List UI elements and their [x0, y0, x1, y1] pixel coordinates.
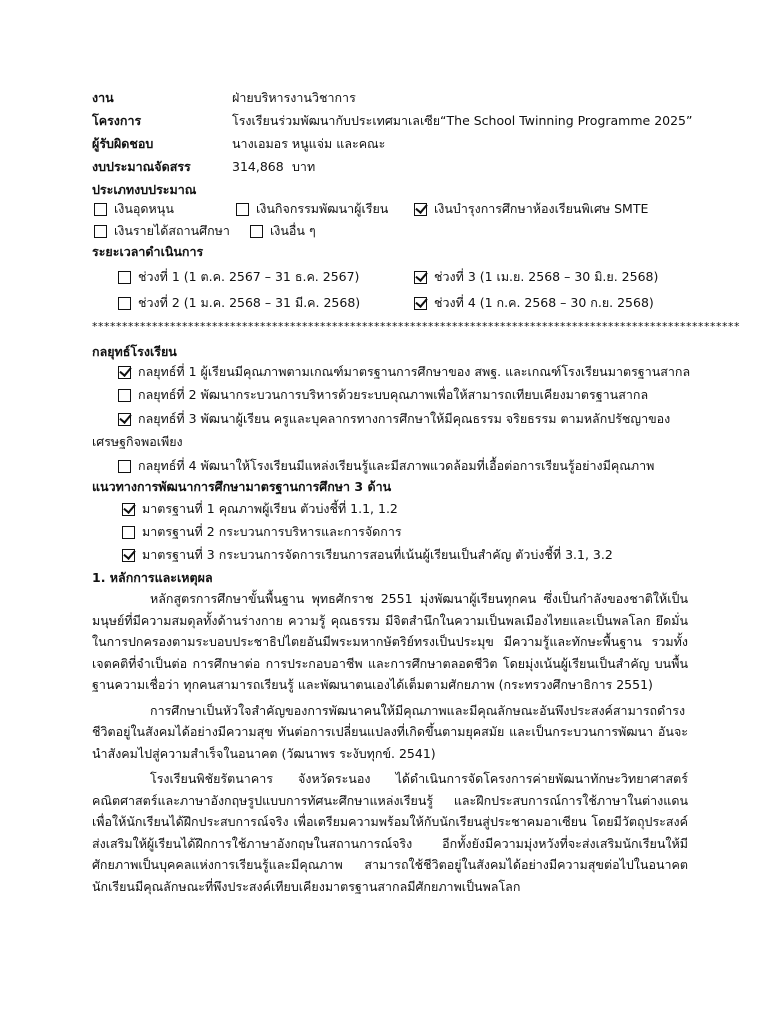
period-4-checkbox[interactable]: [414, 297, 427, 310]
project-label: โครงการ: [92, 113, 142, 128]
strategy-3-continuation: เศรษฐกิจพอเพียง: [92, 434, 183, 449]
rationale-heading: 1. หลักการและเหตุผล: [92, 570, 213, 585]
budget-income-checkbox[interactable]: [94, 225, 107, 238]
period-heading: ระยะเวลาดำเนินการ: [92, 244, 204, 259]
period-2-label: ช่วงที่ 2 (1 ม.ค. 2568 – 31 มี.ค. 2568): [138, 295, 361, 310]
responsible-label: ผู้รับผิดชอบ: [92, 136, 154, 151]
work-label: งาน: [92, 90, 114, 105]
project-value: โรงเรียนร่วมพัฒนากับประเทศมาเลเซีย“The School Twinning Programme 2025”: [232, 113, 693, 128]
standards-heading: แนวทางการพัฒนาการศึกษามาตรฐานการศึกษา 3 ด้าน: [92, 479, 392, 494]
standard-1-label: มาตรฐานที่ 1 คุณภาพผู้เรียน ตัวบ่งชี้ที่ 1.1, 1.2: [142, 501, 398, 516]
strategy-1-label: กลยุทธ์ที่ 1 ผู้เรียนมีคุณภาพตามเกณฑ์มาตรฐานการศึกษาของ สพฐ. และเกณฑ์โรงเรียนมาตรฐานสากล: [138, 364, 691, 379]
budget-other-label: เงินอื่น ๆ: [270, 223, 316, 238]
strategy-4-label: กลยุทธ์ที่ 4 พัฒนาให้โรงเรียนมีแหล่งเรียนรู้และมีสภาพแวดล้อมที่เอื้อต่อการเรียนรู้อย่างมีคุณภาพ: [138, 458, 655, 473]
strategy-3-checkbox[interactable]: [118, 413, 131, 426]
work-value: ฝ่ายบริหารงานวิชาการ: [232, 90, 356, 105]
budget-activity-checkbox[interactable]: [236, 203, 249, 216]
budget-activity-label: เงินกิจกรรมพัฒนาผู้เรียน: [256, 201, 389, 216]
budget-subsidy-label: เงินอุดหนุน: [114, 201, 174, 216]
period-3-label: ช่วงที่ 3 (1 เม.ย. 2568 – 30 มิ.ย. 2568): [434, 269, 659, 284]
rationale-paragraph-3: โรงเรียนพิชัยรัตนาคาร จังหวัดระนอง ได้ดำเนินการจัดโครงการค่ายพัฒนาทักษะวิทยาศาสตร์ คณิตศาสตร์และภาษาอังกฤษรูปแบบการทัศนะศึกษาแหล่งเรียนรู้ และฝึกประสบการณ์การใช้ภาษาในต่างแดน เพื่อให้นักเรียนได้ฝึกประสบการณ์จริง เพื่อเตรียมความพร้อมให้กับนักเรียนสู่ประชาคมอาเซียน โดยมีวัตถุประสงค์ ส่งเสริมให้ผู้เรียนได้ฝึกการใช้ภาษาอังกฤษในสถานการณ์จริง อีกทั้งยังมีความมุ่งหวังที่จะส่งเสริมนักเรียนให้มีศักยภาพเป็นบุคคลแห่งการเรียนรู้และมีคุณภาพ สามารถใช้ชีวิตอยู่ในสังคมได้อย่างมีความสุขต่อไปในอนาคต นักเรียนมีคุณลักษณะที่พึงประสงค์เทียบเคียงมาตรฐานสากลมีศักยภาพเป็นพลโลก: [92, 771, 688, 894]
budget-subsidy-checkbox[interactable]: [94, 203, 107, 216]
budget-type-heading: ประเภทงบประมาณ: [92, 182, 197, 197]
budget-smte-label: เงินบำรุงการศึกษาห้องเรียนพิเศษ SMTE: [434, 201, 649, 216]
standard-3-label: มาตรฐานที่ 3 กระบวนการจัดการเรียนการสอนที่เน้นผู้เรียนเป็นสำคัญ ตัวบ่งชี้ที่ 3.1, 3.2: [142, 547, 613, 562]
standard-3-checkbox[interactable]: [122, 549, 135, 562]
rationale-paragraph-1: หลักสูตรการศึกษาขั้นพื้นฐาน พุทธศักราช 2551 มุ่งพัฒนาผู้เรียนทุกคน ซึ่งเป็นกำลังของชาติให้เป็นมนุษย์ที่มีความสมดุลทั้งด้านร่างกาย ความรู้ คุณธรรม มีจิตสำนึกในความเป็นพลเมืองไทยและเป็นพลโลก ยึดมั่นในการปกครองตามระบอบประชาธิปไตยอันมีพระมหากษัตริย์ทรงเป็นประมุข มีความรู้และทักษะพื้นฐาน รวมทั้ง เจตคติที่จำเป็นต่อ การศึกษาต่อ การประกอบอาชีพ และการศึกษาตลอดชีวิต โดยมุ่งเน้นผู้เรียนเป็นสำคัญ บนพื้นฐานความเชื่อว่า ทุกคนสามารถเรียนรู้ และพัฒนาตนเองได้เต็มตามศักยภาพ (กระทรวงศึกษาธิการ 2551): [92, 591, 688, 692]
strategy-2-checkbox[interactable]: [118, 389, 131, 402]
strategy-3-label: กลยุทธ์ที่ 3 พัฒนาผู้เรียน ครูและบุคลากรทางการศึกษาให้มีคุณธรรม จริยธรรม ตามหลักปรัชญาของ: [138, 411, 671, 426]
budget-unit: บาท: [292, 159, 316, 174]
rationale-paragraph-2: การศึกษาเป็นหัวใจสำคัญของการพัฒนาคนให้มีคุณภาพและมีคุณลักษณะอันพึงประสงค์สามารถดำรงชีวิตอยู่ในสังคมได้อย่างมีความสุข ทันต่อการเปลี่ยนแปลงที่เกิดขึ้นตามยุคสมัย และเป็นกระบวนการพัฒนา อันจะนำสังคมไปสู่ความสำเร็จในอนาคต (วัฒนาพร ระงับทุกข์. 2541): [92, 702, 688, 761]
separator-line: ************************************************************************************************************: [92, 320, 740, 333]
responsible-value: นางเอมอร หนูแจ่ม และคณะ: [232, 136, 386, 151]
strategy-1-checkbox[interactable]: [118, 366, 131, 379]
strategy-2-label: กลยุทธ์ที่ 2 พัฒนากระบวนการบริหารด้วยระบบคุณภาพเพื่อให้สามารถเทียบเคียงมาตรฐานสากล: [138, 387, 649, 402]
standard-1-checkbox[interactable]: [122, 503, 135, 516]
budget-smte-checkbox[interactable]: [414, 203, 427, 216]
rationale-body: [92, 588, 688, 897]
budget-other-checkbox[interactable]: [250, 225, 263, 238]
period-2-checkbox[interactable]: [118, 297, 131, 310]
period-3-checkbox[interactable]: [414, 271, 427, 284]
strategy-heading: กลยุทธ์โรงเรียน: [92, 344, 177, 359]
period-1-checkbox[interactable]: [118, 271, 131, 284]
standard-2-checkbox[interactable]: [122, 526, 135, 539]
period-1-label: ช่วงที่ 1 (1 ต.ค. 2567 – 31 ธ.ค. 2567): [138, 269, 360, 284]
budget-amount: 314,868: [232, 159, 284, 174]
strategy-4-checkbox[interactable]: [118, 460, 131, 473]
standard-2-label: มาตรฐานที่ 2 กระบวนการบริหารและการจัดการ: [142, 524, 402, 539]
budget-label: งบประมาณจัดสรร: [92, 159, 191, 174]
budget-income-label: เงินรายได้สถานศึกษา: [114, 223, 230, 238]
period-4-label: ช่วงที่ 4 (1 ก.ค. 2568 – 30 ก.ย. 2568): [434, 295, 654, 310]
